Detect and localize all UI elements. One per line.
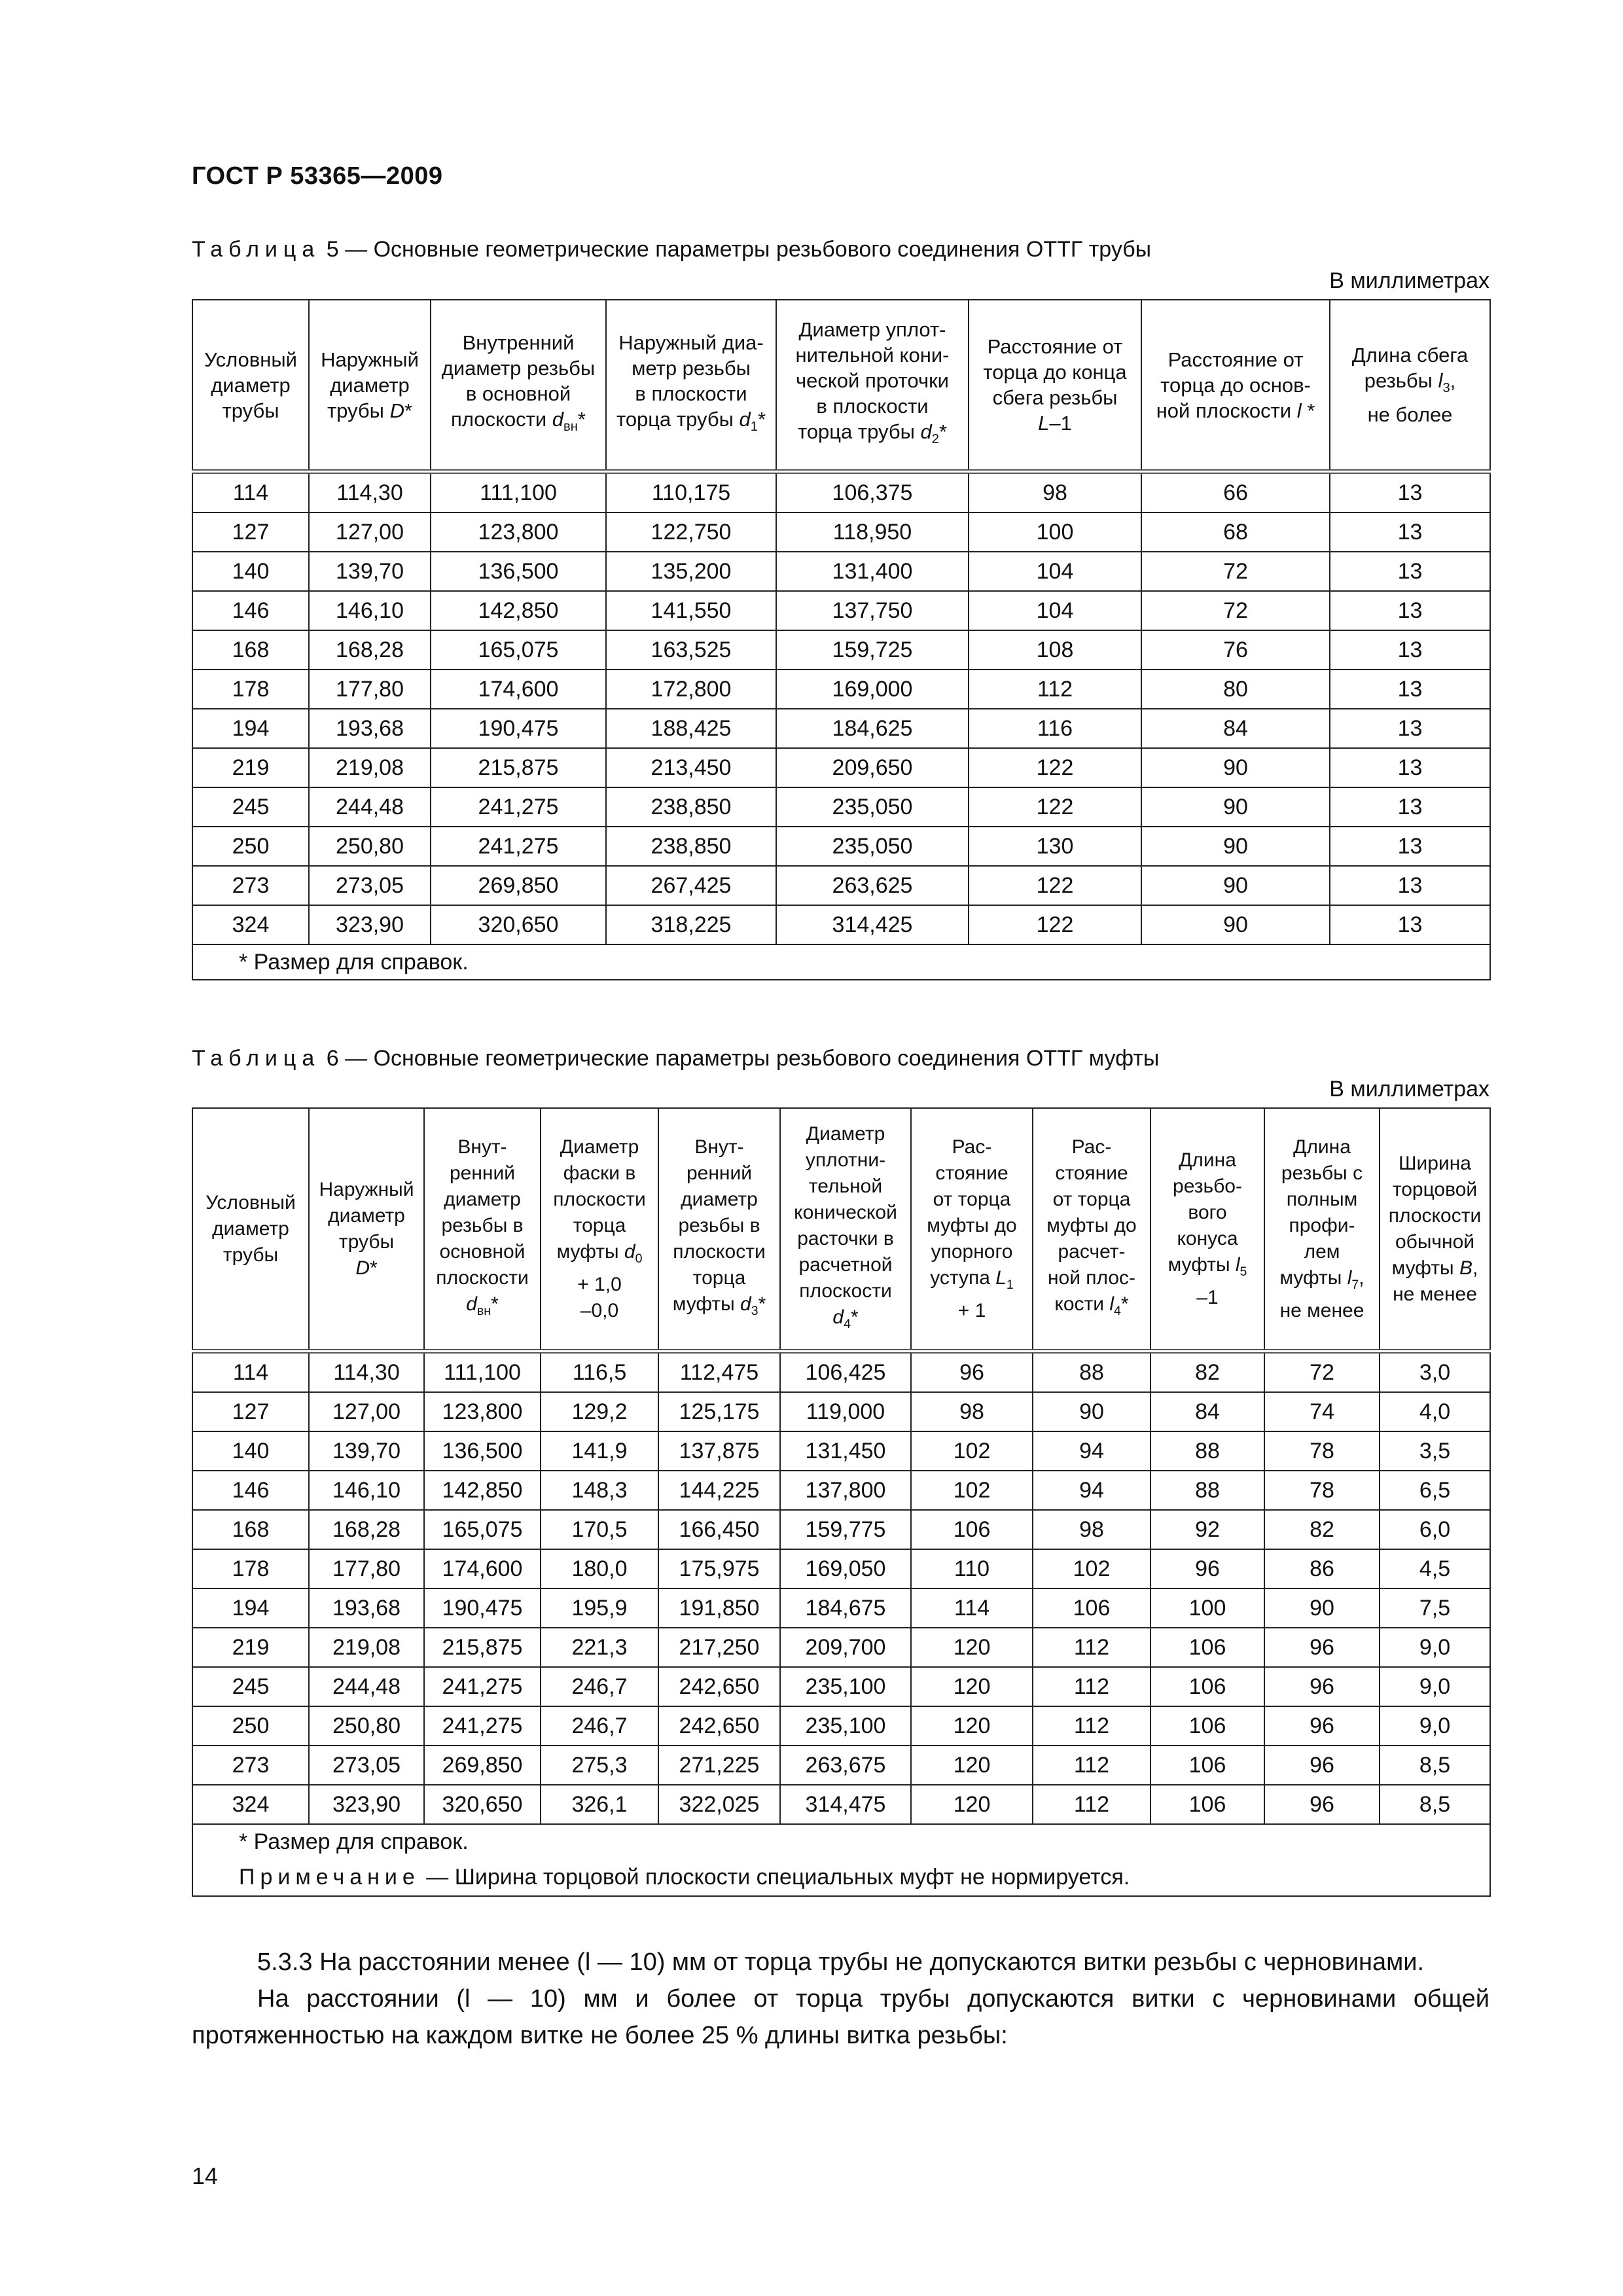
table-cell: 106 [1033, 1588, 1150, 1628]
table-cell: 114,30 [309, 1352, 424, 1393]
table-cell: 13 [1330, 787, 1490, 827]
table-cell: 84 [1150, 1392, 1264, 1431]
table-cell: 191,850 [658, 1588, 780, 1628]
table5-header-row [192, 300, 1490, 472]
table-cell: 122 [969, 787, 1141, 827]
table-cell: 238,850 [606, 827, 776, 866]
t6-col-full-profile-length: Длина резьбы с полным профи- лем муфты $l_7$, не менее [1264, 1108, 1380, 1352]
table-cell: 112,475 [658, 1352, 780, 1393]
table-cell: 269,850 [424, 1746, 541, 1785]
t6-col-seal-bore-d: Диаметр уплотни- тельной конической расточки в расчетной плоскости $d_4*$ [780, 1108, 911, 1352]
table-cell: 235,050 [776, 787, 969, 827]
table-cell: 141,9 [541, 1431, 658, 1471]
t5-col-outer-thread: Наружный диа- метр резьбы в плоскости торца трубы $d_1*$ [606, 300, 776, 472]
table-cell: 273 [192, 866, 309, 905]
table-row [192, 1510, 1490, 1549]
table-row [192, 1667, 1490, 1706]
table-cell: 219,08 [309, 748, 431, 787]
table-cell: 318,225 [606, 905, 776, 944]
table-cell: 241,275 [431, 787, 606, 827]
table-cell: 241,275 [431, 827, 606, 866]
table-cell: 88 [1150, 1471, 1264, 1510]
table-cell: 168 [192, 630, 309, 670]
table-cell: 326,1 [541, 1785, 658, 1824]
table-cell: 90 [1033, 1392, 1150, 1431]
table-cell: 3,0 [1380, 1352, 1490, 1393]
table6-units: В миллиметрах [1329, 1077, 1489, 1102]
table-cell: 96 [1264, 1667, 1380, 1706]
table-cell: 90 [1264, 1588, 1380, 1628]
table-cell: 13 [1330, 630, 1490, 670]
table-cell: 110,175 [606, 472, 776, 513]
table-row [192, 1628, 1490, 1667]
table-cell: 127,00 [309, 1392, 424, 1431]
table-cell: 86 [1264, 1549, 1380, 1588]
table-cell: 120 [911, 1746, 1033, 1785]
table-cell: 123,800 [424, 1392, 541, 1431]
table-cell: 242,650 [658, 1667, 780, 1706]
table-cell: 175,975 [658, 1549, 780, 1588]
table-cell: 72 [1141, 552, 1330, 591]
table-cell: 7,5 [1380, 1588, 1490, 1628]
table-cell: 94 [1033, 1471, 1150, 1510]
table-row [192, 1746, 1490, 1785]
table-cell: 217,250 [658, 1628, 780, 1667]
table-cell: 84 [1141, 709, 1330, 748]
table-cell: 66 [1141, 472, 1330, 513]
table-cell: 127 [192, 512, 309, 552]
table-cell: 193,68 [309, 1588, 424, 1628]
table-cell: 168 [192, 1510, 309, 1549]
table-cell: 122,750 [606, 512, 776, 552]
t5-col-runout-dist: Расстояние от торца до конца сбега резьбы L–1 [969, 300, 1141, 472]
table-cell: 120 [911, 1785, 1033, 1824]
table-cell: 74 [1264, 1392, 1380, 1431]
table-cell: 213,450 [606, 748, 776, 787]
t6-col-shoulder-dist: Рас- стояние от торца муфты до упорного уступа $L_1$ + 1 [911, 1108, 1033, 1352]
table-cell: 116 [969, 709, 1141, 748]
table-cell: 169,050 [780, 1549, 911, 1588]
table-cell: 163,525 [606, 630, 776, 670]
t5-col-nominal: Условный диаметр трубы [192, 300, 309, 472]
table-cell: 114,30 [309, 472, 431, 513]
table-cell: 13 [1330, 472, 1490, 513]
table-cell: 131,400 [776, 552, 969, 591]
table-cell: 177,80 [309, 670, 431, 709]
table-cell: 131,450 [780, 1431, 911, 1471]
table-cell: 140 [192, 1431, 309, 1471]
table5-caption-text: 5 — Основные геометрические параметры резьбового соединения ОТТГ трубы [326, 237, 1152, 262]
paragraph-5-3-3 [192, 1944, 1489, 1981]
table-cell: 169,000 [776, 670, 969, 709]
table-note-word: Примечание [239, 1865, 420, 1890]
table-cell: 320,650 [431, 905, 606, 944]
table-row [192, 1352, 1490, 1393]
table-cell: 104 [969, 552, 1141, 591]
table-cell: 92 [1150, 1510, 1264, 1549]
table-cell: 82 [1150, 1352, 1264, 1393]
table-cell: 193,68 [309, 709, 431, 748]
table-cell: 76 [1141, 630, 1330, 670]
t6-col-outer-d: Наружный диаметр трубы D* [309, 1108, 424, 1352]
table-cell: 194 [192, 1588, 309, 1628]
table-row [192, 748, 1490, 787]
table-cell: 323,90 [309, 1785, 424, 1824]
table-cell: 172,800 [606, 670, 776, 709]
table-cell: 159,775 [780, 1510, 911, 1549]
table-cell: 137,875 [658, 1431, 780, 1471]
table-cell: 250 [192, 827, 309, 866]
t5-col-runout-length: Длина сбега резьбы $l_3$, не более [1330, 300, 1490, 472]
table-cell: 184,625 [776, 709, 969, 748]
table-cell: 246,7 [541, 1667, 658, 1706]
table-row [192, 1431, 1490, 1471]
table-cell: 106 [911, 1510, 1033, 1549]
table-cell: 139,70 [309, 1431, 424, 1471]
table-cell: 215,875 [431, 748, 606, 787]
table-footnote-row [192, 1824, 1490, 1859]
table-cell: 136,500 [431, 552, 606, 591]
table-cell: 127 [192, 1392, 309, 1431]
table-cell: 78 [1264, 1471, 1380, 1510]
table-cell: 96 [1150, 1549, 1264, 1588]
table-cell: 90 [1141, 787, 1330, 827]
table-cell: 241,275 [424, 1667, 541, 1706]
table-cell: 96 [1264, 1785, 1380, 1824]
table-cell: 13 [1330, 827, 1490, 866]
table-cell: 98 [969, 472, 1141, 513]
table-cell: 106,375 [776, 472, 969, 513]
table-cell: 3,5 [1380, 1431, 1490, 1471]
table-cell: 90 [1141, 866, 1330, 905]
t6-col-chamfer-d: Диаметр фаски в плоскости торца муфты $d_0$ + 1,0 –0,0 [541, 1108, 658, 1352]
page-number: 14 [192, 2162, 219, 2189]
table-cell: 100 [969, 512, 1141, 552]
table-cell: 221,3 [541, 1628, 658, 1667]
table-cell: 110 [911, 1549, 1033, 1588]
table-cell: 112 [1033, 1628, 1150, 1667]
table-cell: 244,48 [309, 787, 431, 827]
table6-header-row [192, 1108, 1490, 1352]
table-cell: 13 [1330, 512, 1490, 552]
table-row [192, 709, 1490, 748]
table-note-row [192, 1859, 1490, 1896]
document-header: ГОСТ Р 53365—2009 [192, 162, 443, 190]
table-row [192, 1549, 1490, 1588]
table-cell: 106 [1150, 1667, 1264, 1706]
table-cell: 235,100 [780, 1706, 911, 1746]
table-footnote: * Размер для справок. [192, 1824, 1490, 1859]
table-cell: 114 [192, 1352, 309, 1393]
table-cell: 135,200 [606, 552, 776, 591]
table-cell: 141,550 [606, 591, 776, 630]
t6-col-nominal: Условный диаметр трубы [192, 1108, 309, 1352]
table-cell: 137,750 [776, 591, 969, 630]
table-cell: 219 [192, 1628, 309, 1667]
table-cell: 194 [192, 709, 309, 748]
table-footnote: * Размер для справок. [192, 944, 1490, 980]
table-cell: 324 [192, 905, 309, 944]
table-cell: 166,450 [658, 1510, 780, 1549]
table-cell: 177,80 [309, 1549, 424, 1588]
table-cell: 112 [1033, 1667, 1150, 1706]
table-cell: 96 [1264, 1706, 1380, 1746]
table-cell: 168,28 [309, 630, 431, 670]
table-cell: 118,950 [776, 512, 969, 552]
table-cell: 72 [1141, 591, 1330, 630]
table-cell: 106 [1150, 1746, 1264, 1785]
table-row [192, 630, 1490, 670]
table-cell: 8,5 [1380, 1785, 1490, 1824]
table-row [192, 866, 1490, 905]
table-cell: 271,225 [658, 1746, 780, 1785]
table-cell: 112 [1033, 1785, 1150, 1824]
table-cell: 190,475 [431, 709, 606, 748]
table-cell: 96 [911, 1352, 1033, 1393]
table-cell: 140 [192, 552, 309, 591]
table-cell: 142,850 [424, 1471, 541, 1510]
table-cell: 120 [911, 1628, 1033, 1667]
table-cell: 263,675 [780, 1746, 911, 1785]
table-cell: 235,100 [780, 1667, 911, 1706]
paragraph-continuation [192, 1981, 1489, 2054]
table6 [192, 1107, 1491, 1897]
table-cell: 146 [192, 591, 309, 630]
table-cell: 78 [1264, 1431, 1380, 1471]
table-cell: 102 [911, 1471, 1033, 1510]
table-cell: 114 [911, 1588, 1033, 1628]
table-cell: 4,0 [1380, 1392, 1490, 1431]
table-cell: 267,425 [606, 866, 776, 905]
table-row [192, 787, 1490, 827]
table-cell: 238,850 [606, 787, 776, 827]
table-cell: 273,05 [309, 866, 431, 905]
table-cell: 130 [969, 827, 1141, 866]
table-cell: 263,625 [776, 866, 969, 905]
table-cell: 8,5 [1380, 1746, 1490, 1785]
table-row [192, 1471, 1490, 1510]
table5-caption [192, 237, 1151, 262]
table-cell: 80 [1141, 670, 1330, 709]
table-note-text: — Ширина торцовой плоскости специальных муфт не нормируется. [419, 1865, 1130, 1890]
table-cell: 127,00 [309, 512, 431, 552]
table-cell: 125,175 [658, 1392, 780, 1431]
table-cell: 90 [1141, 748, 1330, 787]
table-cell: 114 [192, 472, 309, 513]
table-cell: 148,3 [541, 1471, 658, 1510]
table-cell: 146,10 [309, 1471, 424, 1510]
table-cell: 9,0 [1380, 1706, 1490, 1746]
table-row [192, 905, 1490, 944]
table-footnote-row [192, 944, 1490, 980]
table-cell: 111,100 [431, 472, 606, 513]
table-cell: 13 [1330, 591, 1490, 630]
table-cell: 120 [911, 1706, 1033, 1746]
paragraph-5-3-3-text: 5.3.3 На расстоянии менее (l — 10) мм от торца трубы не допускаются витки резьбы с черновинами. [257, 1948, 1425, 1976]
table-cell: 106 [1150, 1628, 1264, 1667]
table-cell: 209,700 [780, 1628, 911, 1667]
t6-col-inner-thread: Внут- ренний диаметр резьбы в основной плоскости $d_{вн}*$ [424, 1108, 541, 1352]
t6-col-calc-plane-dist: Рас- стояние от торца муфты до расчет- ной плос- кости $l_4*$ [1033, 1108, 1150, 1352]
table-cell: 323,90 [309, 905, 431, 944]
table-row [192, 1785, 1490, 1824]
table-cell: 6,0 [1380, 1510, 1490, 1549]
table-cell: 250,80 [309, 1706, 424, 1746]
table-cell: 98 [911, 1392, 1033, 1431]
table-cell: 102 [1033, 1549, 1150, 1588]
t6-col-cone-length: Длина резьбо- вого конуса муфты $l_5$ –1 [1150, 1108, 1264, 1352]
table-cell: 245 [192, 1667, 309, 1706]
table-cell: 98 [1033, 1510, 1150, 1549]
table-cell: 106,425 [780, 1352, 911, 1393]
table-cell: 184,675 [780, 1588, 911, 1628]
t5-col-seal-d: Диаметр уплот- нительной кони- ческой проточки в плоскости торца трубы $d_2*$ [776, 300, 969, 472]
table-cell: 195,9 [541, 1588, 658, 1628]
table-cell: 178 [192, 1549, 309, 1588]
table-note [192, 1859, 1490, 1896]
table-row [192, 591, 1490, 630]
table-cell: 246,7 [541, 1706, 658, 1746]
table-cell: 112 [1033, 1746, 1150, 1785]
table-cell: 94 [1033, 1431, 1150, 1471]
table-cell: 136,500 [424, 1431, 541, 1471]
table6-caption-text: 6 — Основные геометрические параметры резьбового соединения ОТТГ муфты [326, 1046, 1160, 1071]
table-cell: 209,650 [776, 748, 969, 787]
table-row [192, 1706, 1490, 1746]
table-cell: 250 [192, 1706, 309, 1746]
table-cell: 119,000 [780, 1392, 911, 1431]
table-cell: 322,025 [658, 1785, 780, 1824]
table-cell: 108 [969, 630, 1141, 670]
table-cell: 111,100 [424, 1352, 541, 1393]
t6-col-face-width: Ширина торцовой плоскости обычной муфты B, не менее [1380, 1108, 1490, 1352]
table-cell: 6,5 [1380, 1471, 1490, 1510]
table-cell: 122 [969, 866, 1141, 905]
table-cell: 165,075 [424, 1510, 541, 1549]
table-cell: 137,800 [780, 1471, 911, 1510]
t6-col-inner-thread-face: Внут- ренний диаметр резьбы в плоскости торца муфты $d_3*$ [658, 1108, 780, 1352]
table-row [192, 472, 1490, 513]
table-cell: 122 [969, 748, 1141, 787]
table-cell: 13 [1330, 670, 1490, 709]
table-cell: 116,5 [541, 1352, 658, 1393]
table-cell: 4,5 [1380, 1549, 1490, 1588]
table-cell: 250,80 [309, 827, 431, 866]
table-cell: 188,425 [606, 709, 776, 748]
table-cell: 168,28 [309, 1510, 424, 1549]
table-row [192, 670, 1490, 709]
table6-caption [192, 1046, 1159, 1071]
table-cell: 139,70 [309, 552, 431, 591]
table-cell: 273 [192, 1746, 309, 1785]
table-cell: 244,48 [309, 1667, 424, 1706]
table5-caption-word: Таблица [192, 237, 321, 262]
table-cell: 241,275 [424, 1706, 541, 1746]
table-cell: 275,3 [541, 1746, 658, 1785]
table-cell: 159,725 [776, 630, 969, 670]
t5-col-outer-d: Наружный диаметр трубы D* [309, 300, 431, 472]
table-cell: 123,800 [431, 512, 606, 552]
table-cell: 9,0 [1380, 1628, 1490, 1667]
table5 [192, 299, 1491, 980]
table-cell: 178 [192, 670, 309, 709]
table-cell: 90 [1141, 827, 1330, 866]
table-row [192, 552, 1490, 591]
table-row [192, 827, 1490, 866]
table-cell: 104 [969, 591, 1141, 630]
table-cell: 106 [1150, 1785, 1264, 1824]
table5-units: В миллиметрах [1329, 268, 1489, 293]
table-cell: 146,10 [309, 591, 431, 630]
table-cell: 112 [1033, 1706, 1150, 1746]
table-row [192, 1588, 1490, 1628]
table-cell: 88 [1150, 1431, 1264, 1471]
table-cell: 219 [192, 748, 309, 787]
table-cell: 215,875 [424, 1628, 541, 1667]
t5-col-inner-thread: Внутренний диаметр резьбы в основной плоскости $d_{вн}*$ [431, 300, 606, 472]
table-row [192, 512, 1490, 552]
table-cell: 273,05 [309, 1746, 424, 1785]
table-cell: 174,600 [431, 670, 606, 709]
table-cell: 324 [192, 1785, 309, 1824]
paragraph-continuation-text: На расстоянии (l — 10) мм и более от торца трубы допускаются витки с черновинами общей протяженностью на каждом витке не более 25 % длины витка резьбы: [192, 1985, 1489, 2049]
table-cell: 146 [192, 1471, 309, 1510]
table-cell: 142,850 [431, 591, 606, 630]
table-cell: 174,600 [424, 1549, 541, 1588]
table-cell: 13 [1330, 748, 1490, 787]
table-cell: 106 [1150, 1706, 1264, 1746]
table6-caption-word: Таблица [192, 1046, 321, 1071]
table-cell: 120 [911, 1667, 1033, 1706]
table-cell: 13 [1330, 709, 1490, 748]
table-cell: 90 [1141, 905, 1330, 944]
table-cell: 100 [1150, 1588, 1264, 1628]
table-cell: 144,225 [658, 1471, 780, 1510]
table-cell: 170,5 [541, 1510, 658, 1549]
table-cell: 96 [1264, 1628, 1380, 1667]
table-cell: 68 [1141, 512, 1330, 552]
table-cell: 102 [911, 1431, 1033, 1471]
table-cell: 269,850 [431, 866, 606, 905]
table-cell: 320,650 [424, 1785, 541, 1824]
table-row [192, 1392, 1490, 1431]
table-cell: 88 [1033, 1352, 1150, 1393]
table-cell: 165,075 [431, 630, 606, 670]
t5-col-base-plane-dist: Расстояние от торца до основ- ной плоскости l * [1141, 300, 1330, 472]
table-cell: 180,0 [541, 1549, 658, 1588]
table-cell: 219,08 [309, 1628, 424, 1667]
table-cell: 245 [192, 787, 309, 827]
table-cell: 242,650 [658, 1706, 780, 1746]
table-cell: 13 [1330, 866, 1490, 905]
table-cell: 13 [1330, 905, 1490, 944]
table-cell: 235,050 [776, 827, 969, 866]
table-cell: 314,475 [780, 1785, 911, 1824]
table-cell: 112 [969, 670, 1141, 709]
table-cell: 72 [1264, 1352, 1380, 1393]
table-cell: 129,2 [541, 1392, 658, 1431]
table-cell: 9,0 [1380, 1667, 1490, 1706]
table-cell: 122 [969, 905, 1141, 944]
table-cell: 314,425 [776, 905, 969, 944]
table-cell: 13 [1330, 552, 1490, 591]
table-cell: 190,475 [424, 1588, 541, 1628]
table-cell: 96 [1264, 1746, 1380, 1785]
table-cell: 82 [1264, 1510, 1380, 1549]
